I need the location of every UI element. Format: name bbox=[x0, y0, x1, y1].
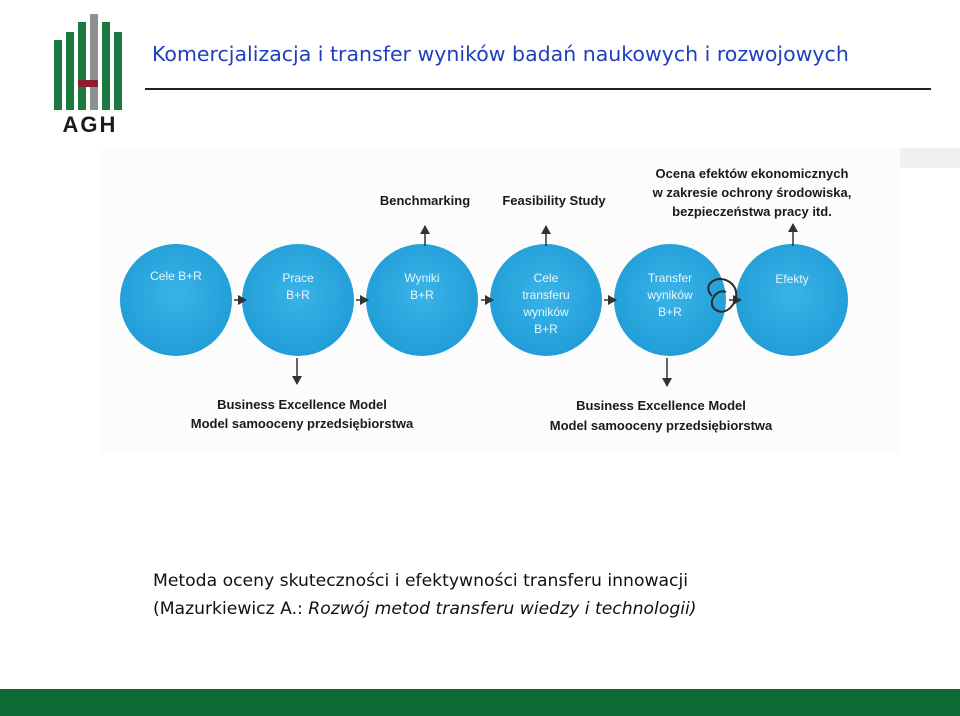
circle-label-line: B+R bbox=[658, 305, 682, 319]
label-model-right: Model samooceny przedsiębiorstwa bbox=[549, 418, 773, 433]
logo-text: AGH bbox=[62, 112, 118, 136]
down-arrows bbox=[297, 358, 667, 386]
label-ocena-2: w zakresie ochrony środowiska, bbox=[652, 185, 852, 200]
circle-label-line: B+R bbox=[534, 322, 558, 336]
circle-label-line: Wyniki bbox=[404, 271, 440, 285]
caption-line-1: Metoda oceny skuteczności i efektywności transferu innowacji bbox=[153, 571, 689, 591]
circle-prace-br bbox=[242, 244, 354, 356]
circle-cele-transferu bbox=[490, 244, 602, 356]
circle-label-line: Cele B+R bbox=[150, 269, 202, 283]
label-ocena-1: Ocena efektów ekonomicznych bbox=[655, 166, 849, 181]
circle-efekty bbox=[736, 244, 848, 356]
circle-label-line: transferu bbox=[522, 288, 570, 302]
circle-transfer-wynikow bbox=[614, 244, 726, 356]
circle-cele-br bbox=[120, 244, 232, 356]
footer-bar bbox=[0, 689, 960, 716]
caption bbox=[153, 567, 697, 623]
label-feasibility: Feasibility Study bbox=[502, 193, 606, 208]
circle-label-line: Transfer bbox=[647, 271, 693, 285]
label-ocena-3: bezpieczeństwa pracy itd. bbox=[672, 204, 832, 219]
caption-source-title: Rozwój metod transferu wiedzy i technologii) bbox=[308, 599, 697, 619]
circle-shape bbox=[120, 244, 232, 356]
circle-label-line: wyników bbox=[647, 288, 693, 302]
circle-label-line: Efekty bbox=[775, 272, 809, 286]
circle-shape bbox=[736, 244, 848, 356]
label-bem-right: Business Excellence Model bbox=[576, 398, 746, 413]
circle-wyniki-br bbox=[366, 244, 478, 356]
label-bem-left: Business Excellence Model bbox=[217, 397, 387, 412]
circle-label-line: B+R bbox=[410, 288, 434, 302]
circle-label-line: wyników bbox=[523, 305, 569, 319]
caption-author: (Mazurkiewicz A.: bbox=[153, 599, 309, 619]
caption-line-2 bbox=[153, 595, 697, 623]
label-benchmarking: Benchmarking bbox=[379, 193, 471, 208]
circle-label-line: Cele bbox=[533, 271, 559, 285]
page-title: Komercjalizacja i transfer wyników badań naukowych i rozwojowych bbox=[152, 42, 849, 66]
up-arrows bbox=[425, 224, 793, 246]
circle-label-line: Prace bbox=[282, 271, 314, 285]
label-model-left: Model samooceny przedsiębiorstwa bbox=[190, 416, 414, 431]
circle-label-line: B+R bbox=[286, 288, 310, 302]
